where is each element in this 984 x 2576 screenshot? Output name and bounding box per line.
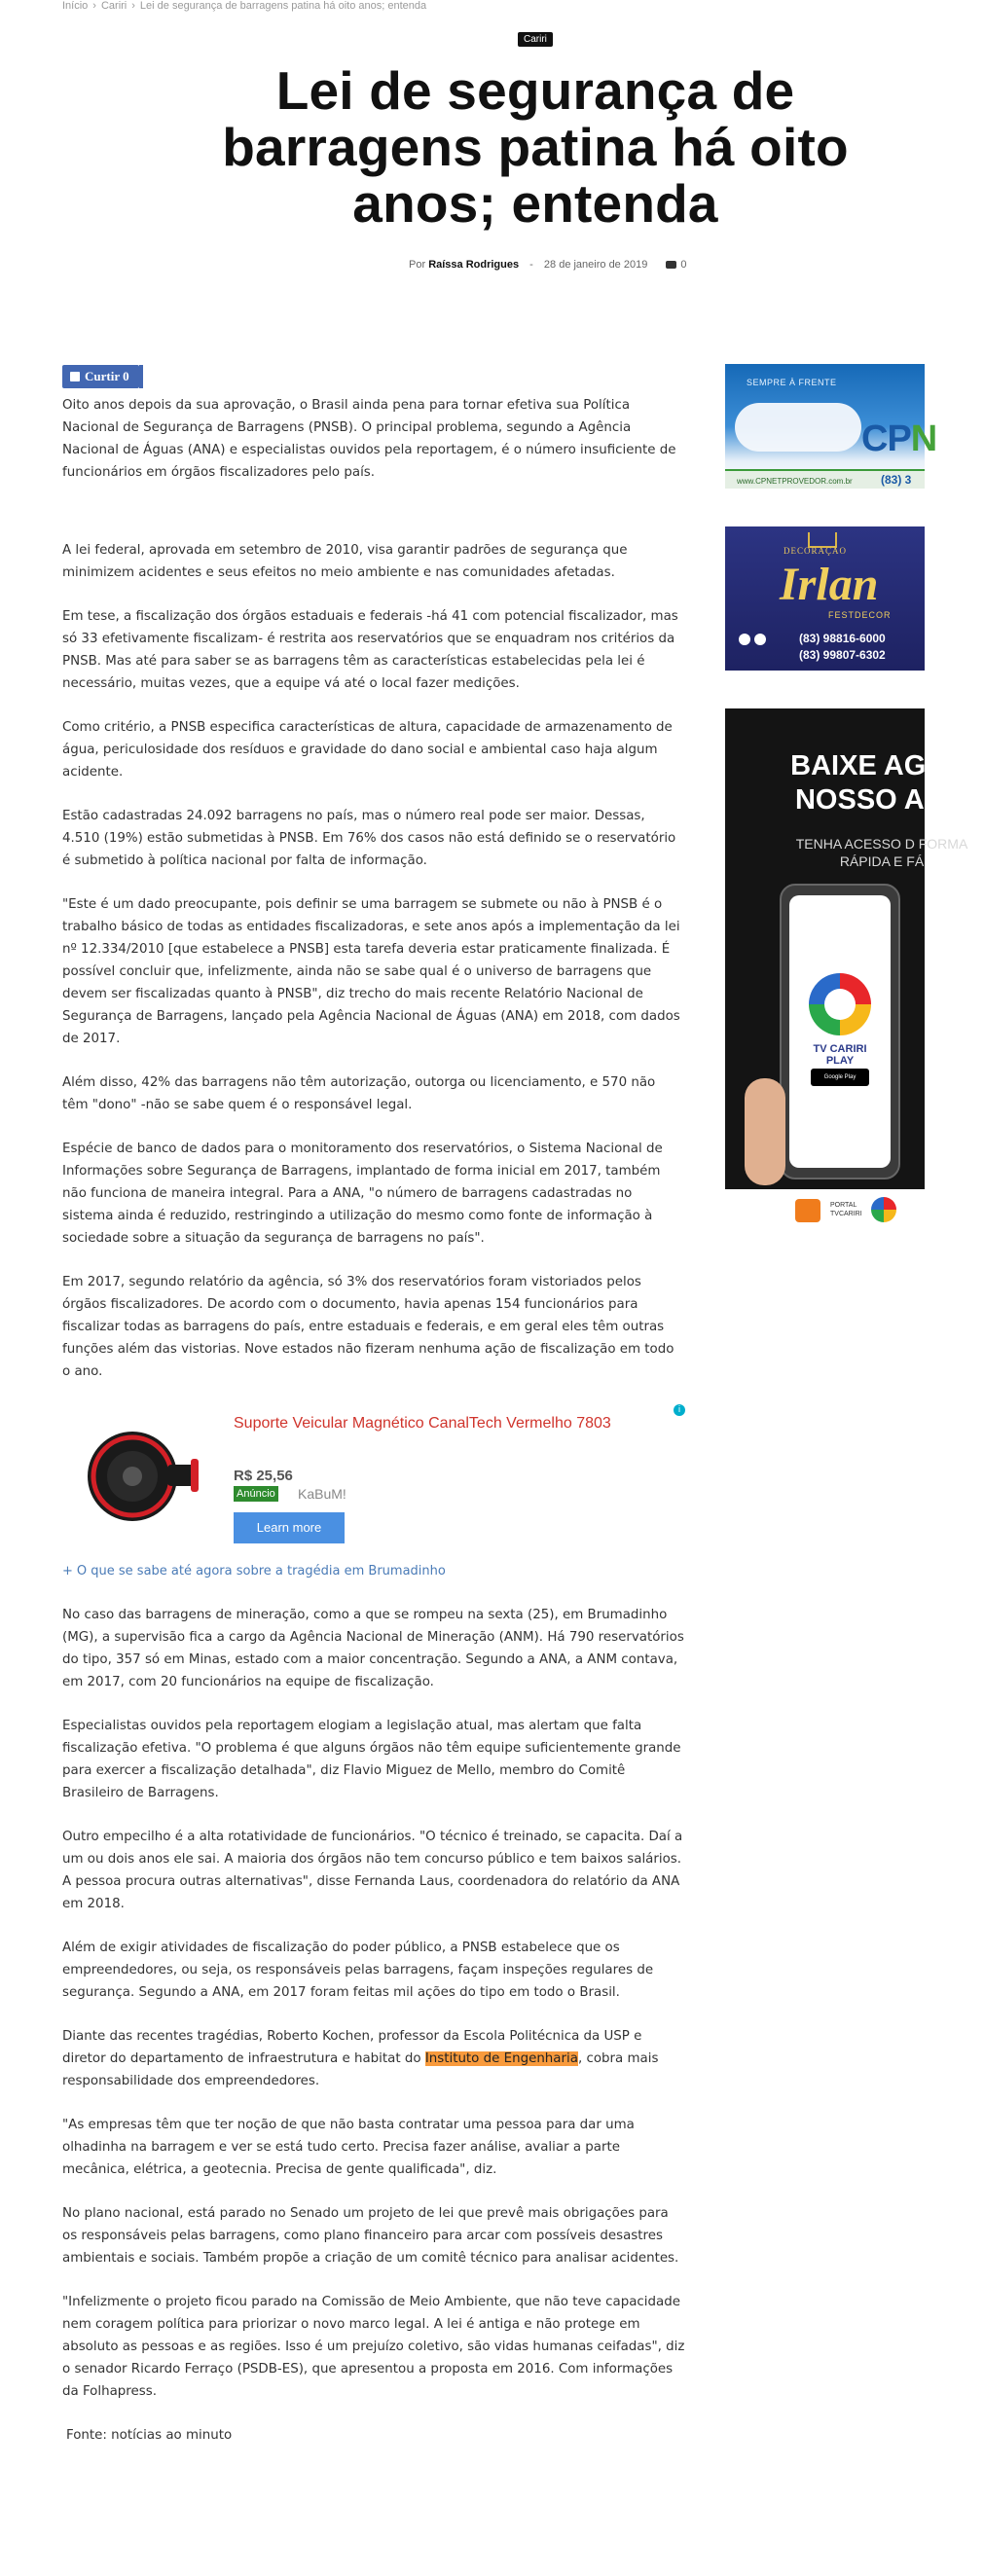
article-body: [62, 394, 685, 2447]
ad-top-label: DECORAÇÃO: [784, 546, 848, 556]
article-meta: [409, 259, 687, 271]
ad-store[interactable]: KaBuM!: [298, 1486, 346, 1502]
article-paragraph: Especialistas ouvidos pela reportagem elogiam a legislação atual, mas alertam que falta fiscalização efetiva. "O problema é que alguns órgãos não têm equipe suficientemente grande para exercer a fiscalização detalhada", diz Flavio Miguez de Mello, membro do Comitê Brasileiro de Barragens.: [62, 1719, 681, 1800]
portal-icon: [795, 1199, 820, 1222]
article-paragraph: Outro empecilho é a alta rotatividade de funcionários. "O técnico é treinado, se capacita. Daí a um ou dois anos ele sai. A maioria dos órgãos não tem concurso público e tem baixos salários. A pessoa procura outras alternativas", disse Fernanda Laus, coordenadora do relatório da ANA em 2018.: [62, 1830, 683, 1911]
sidebar-ad-irlan[interactable]: [725, 526, 925, 671]
article-lead: Oito anos depois da sua aprovação, o Brasil ainda pena para tornar efetiva sua Política Nacional de Segurança de Barragens (PNSB). O principal problema, segundo a Agência Nacional de Águas (ANA) e especialistas ouvidos pela reportagem, é o número insuficiente de funcionários em órgãos fiscalizadores pelo país.: [62, 398, 676, 480]
article-source: Fonte: notícias ao minuto: [66, 2428, 233, 2443]
facebook-like-button[interactable]: [62, 365, 139, 388]
article-paragraph: Em 2017, segundo relatório da agência, só 3% dos reservatórios foram vistoriados pelos órgãos fiscalizadores. De acordo com o documento, havia apenas 154 funcionários para fiscalizar todas as barragens do país, entre estaduais e federais, e em geral eles têm outras funções além das vistorias. Nove estados não fizeram nenhuma ação de fiscalização em todo o ano.: [62, 1275, 674, 1379]
ad-phone: (83) 3: [881, 473, 912, 487]
ad-phone-2: (83) 99807-6302: [799, 648, 886, 662]
plus-icon: +: [62, 1564, 73, 1578]
article-paragraph: "Infelizmente o projeto ficou parado na Comissão de Meio Ambiente, que não teve capacidade nem coragem política para priorizar o novo marco legal. A lei é antiga e não protege em absoluto as pessoas e as regiões. Isso é um prejuízo coletivo, são vidas humanas ceifadas", diz o senador Ricardo Ferraço (PSDB-ES), que apresentou a proposta em 2016. Com informações da Folhapress.: [62, 2295, 685, 2399]
like-count-box: [139, 365, 143, 388]
ad-brand-script: Irlan: [780, 559, 879, 610]
related-link-row: [62, 1560, 685, 1582]
ad-sub-label: FESTDECOR: [828, 610, 892, 620]
article-paragraph: A lei federal, aprovada em setembro de 2010, visa garantir padrões de segurança que minimizem acidentes e seus efeitos no meio ambiente e nas comunidades afetadas.: [62, 543, 628, 580]
tvcariri-small-logo-icon: [871, 1197, 896, 1222]
tvcariri-logo-icon: [809, 973, 871, 1035]
article-paragraph: Diante das recentes tragédias, Roberto Kochen, professor da Escola Politécnica da USP e diretor do departamento de infraestrutura e habitat do Instituto de Engenharia, cobra mais responsabilidade dos empreendedores.: [62, 2029, 659, 2088]
social-icons: [737, 632, 780, 661]
app-brand: TV CARIRI PLAY: [813, 1043, 867, 1067]
breadcrumb-home[interactable]: Início: [62, 0, 89, 12]
like-label: Curtir 0: [85, 369, 129, 383]
ad-tagline: SEMPRE À FRENTE: [747, 378, 837, 387]
comment-count[interactable]: 0: [680, 259, 687, 271]
whatsapp-icon: [754, 634, 766, 645]
article-paragraph: Como critério, a PNSB especifica características de altura, capacidade de armazenamento de água, periculosidade dos resíduos e gravidade do dano social e ambiental caso haja algum acidente.: [62, 720, 673, 780]
article-paragraph: "Este é um dado preocupante, pois definir se uma barragem se submete ou não à PNSB é o trabalho básico de todas as entidades fiscalizadoras, e sete anos após a implementação da lei nº 12.334/2010 [que estabelece a PNSB] esta tarefa deveria estar praticamente finalizada. É possível concluir que, infelizmente, ainda não se sabe qual é o universo de barragens que devem ser fiscalizadas quanto à PNSB", diz trecho do mais recente Relatório Nacional de Segurança de Barragens, lançado pela Agência Nacional de Águas (ANA) em 2018, com dados de 2017.: [62, 897, 680, 1046]
article-paragraph: Espécie de banco de dados para o monitoramento dos reservatórios, o Sistema Nacional de Informações sobre Segurança de Barragens, implantado de forma inicial em 2017, também não funciona de maneira integral. Para a ANA, "o número de barragens cadastradas no sistema ainda é reduzido, restringindo a utilização do mesmo como fonte de informação à sociedade sobre a situação da segurança de barragens no país".: [62, 1142, 663, 1246]
breadcrumb: [62, 0, 426, 12]
hand-graphic: [745, 1078, 785, 1185]
article-paragraph: Estão cadastradas 24.092 barragens no país, mas o número real pode ser maior. Dessas, 4.510 (19%) estão submetidas à PNSB. Em 76% dos casos não está definido se o reservatório é submetido à política nacional por falta de informação.: [62, 809, 676, 868]
comment-icon[interactable]: [666, 261, 676, 269]
ad-site: www.CPNETPROVEDOR.com.br: [737, 477, 853, 486]
ad-subheadline: TENHA ACESSO D FORMA RÁPIDA E FÁ: [795, 836, 968, 869]
smartphone-graphic: [780, 884, 900, 1179]
breadcrumb-separator: ›: [131, 0, 135, 12]
article-paragraph: "As empresas têm que ter noção de que não basta contratar uma pessoa para dar uma olhadinha na barragem e ver se está tudo certo. Precisa fazer análise, avaliar a parte mecânica, elétrica, a geotecnia. Precisa de gente qualificada", diz.: [62, 2118, 635, 2177]
google-play-badge[interactable]: Google Play: [811, 1069, 869, 1086]
breadcrumb-category[interactable]: Cariri: [100, 0, 128, 12]
ad-footer: [725, 1189, 925, 1232]
related-link[interactable]: O que se sabe até agora sobre a tragédia em Brumadinho: [76, 1564, 446, 1578]
highlighted-link[interactable]: Instituto de Engenharia: [424, 2051, 578, 2066]
learn-more-button[interactable]: Learn more: [234, 1512, 345, 1543]
meta-separator: -: [529, 259, 533, 271]
sidebar-ad-cpnet[interactable]: [725, 364, 937, 489]
article-paragraph: Em tese, a fiscalização dos órgãos estaduais e federais -há 41 com potencial fiscalizador, mas só 33 efetivamente fiscalizam- é restrita aos reservatórios que se enquadram nos critérios da PNSB. Mas até para saber se as barragens têm as características estabelecidas pela lei é necessário, muitas vezes, que a equipe vá até o local fazer medições.: [62, 609, 678, 691]
ad-headline: BAIXE AGO NOSSO AP: [790, 750, 948, 816]
ad-brand: CPN: [861, 418, 937, 459]
publish-date: 28 de janeiro de 2019: [543, 259, 648, 271]
ad-phone-1: (83) 98816-6000: [799, 632, 886, 645]
cloud-graphic: [735, 403, 861, 452]
author-link[interactable]: Raíssa Rodrigues: [428, 259, 520, 271]
article-paragraph: Além disso, 42% das barragens não têm autorização, outorga ou licenciamento, e 570 não têm "dono" -não se sabe quem é o responsável legal.: [62, 1075, 656, 1112]
article-paragraph: No caso das barragens de mineração, como a que se rompeu na sexta (25), em Brumadinho (MG), a supervisão fica a cargo da Agência Nacional de Mineração (ANM). Há 790 reservatórios do tipo, 357 só em Minas, estado com a maior concentração. Segundo a ANA, a ANM contava, em 2017, com 20 funcionários na equipe de fiscalização.: [62, 1608, 684, 1689]
article-paragraph: Além de exigir atividades de fiscalização do poder público, a PNSB estabelece que os empreendedores, ou seja, os responsáveis pelas barragens, façam inspeções regulares de segurança. Segundo a ANA, em 2017 foram feitas mil ações do tipo em todo o Brasil.: [62, 1941, 654, 2000]
ad-badge: Anúncio: [234, 1486, 278, 1502]
page-title: Lei de segurança de barragens patina há oito anos; entenda: [222, 60, 849, 234]
footer-text: PORTAL TVCARIRI: [830, 1202, 862, 1217]
sidebar-ad-tvcariri[interactable]: [725, 708, 968, 1232]
breadcrumb-current: Lei de segurança de barragens patina há oito anos; entenda: [139, 0, 427, 12]
ad-choices-icon[interactable]: i: [674, 1404, 685, 1416]
article-paragraph: No plano nacional, está parado no Senado um projeto de lei que prevê mais obrigações para os responsáveis pelas barragens, como plano financeiro para arcar com possíveis desastres ambientais e sociais. Também propõe a criação de um comitê técnico para analisar acidentes.: [62, 2206, 679, 2266]
category-badge[interactable]: Cariri: [518, 32, 553, 47]
product-image[interactable]: [70, 1422, 206, 1529]
breadcrumb-separator: ›: [92, 0, 96, 12]
ad-price: R$ 25,56: [234, 1468, 293, 1484]
ad-title[interactable]: Suporte Veicular Magnético CanalTech Vermelho 7803: [234, 1415, 611, 1432]
by-label: Por: [409, 259, 426, 271]
thumbs-up-icon: [70, 372, 80, 381]
inline-ad[interactable]: [62, 1404, 685, 1560]
instagram-icon: [739, 634, 750, 645]
